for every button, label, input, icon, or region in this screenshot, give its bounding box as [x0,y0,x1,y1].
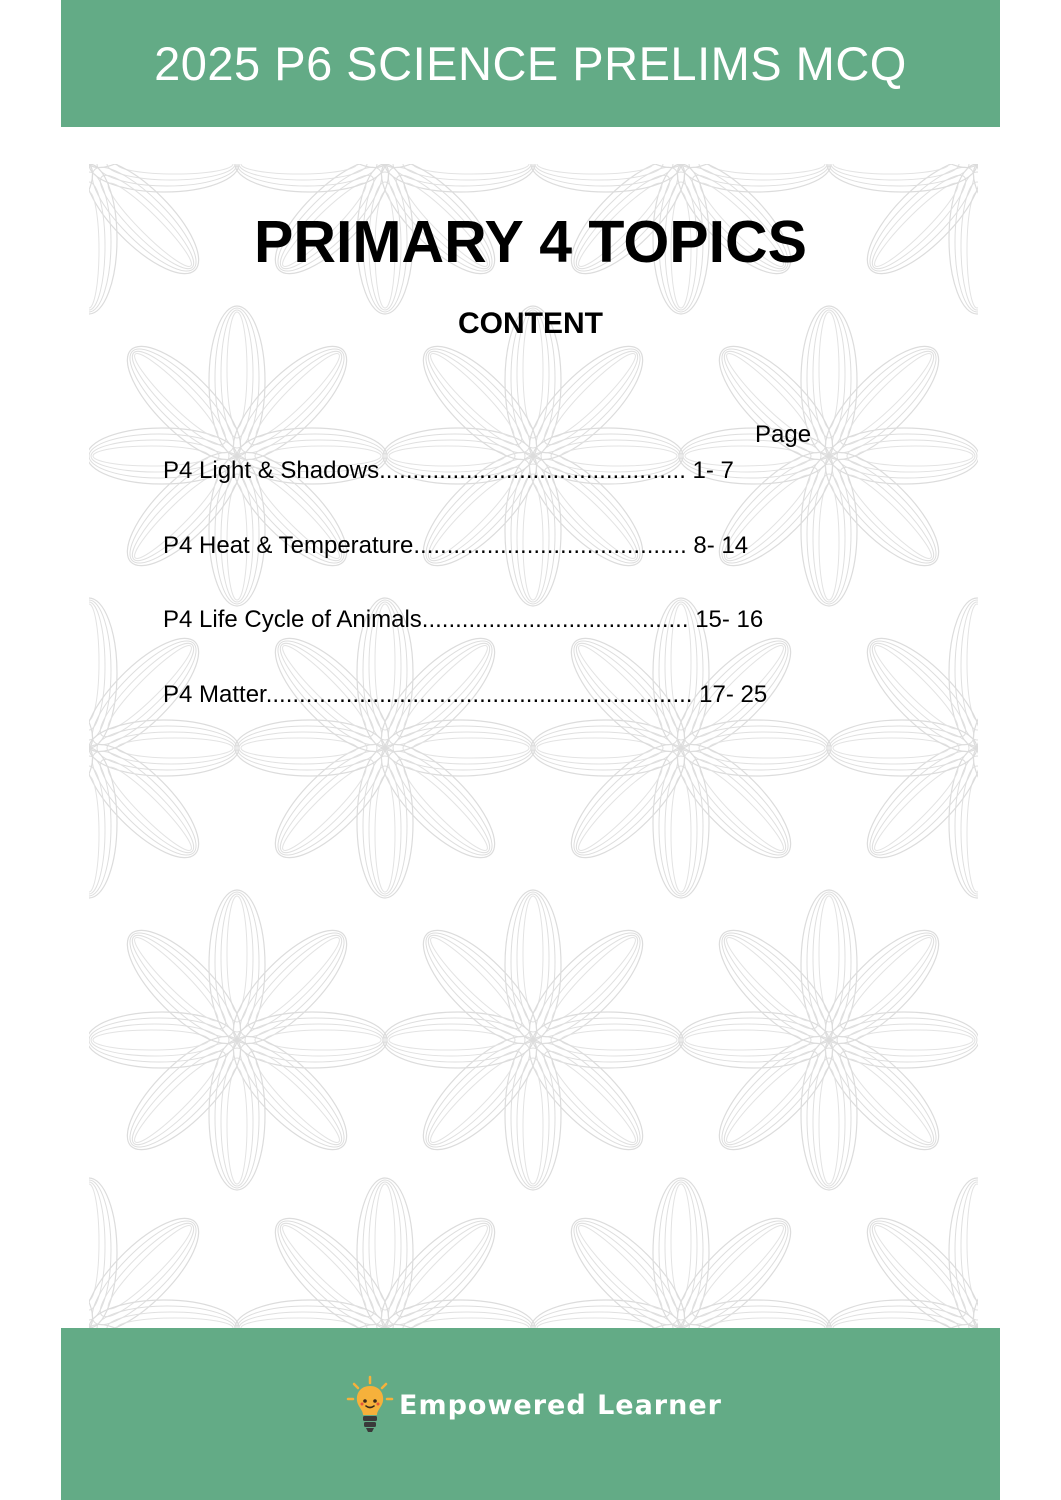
toc-entry [163,681,767,709]
footer-band [61,1328,1000,1500]
page-column-heading: Page [755,421,812,448]
header-title: 2025 P6 SCIENCE PRELIMS MCQ [154,37,907,90]
toc-leader: .............................................. [379,457,686,484]
lightbulb-icon [345,1375,395,1435]
toc-pages: 15- 16 [695,606,764,633]
toc-pages: 1- 7 [692,457,734,484]
content-subtitle: CONTENT [458,307,603,340]
header-band [61,0,1000,127]
toc-leader: ......................................... [413,532,687,559]
toc-entry [163,606,763,634]
main-title: PRIMARY 4 TOPICS [254,209,807,275]
toc-topic: P4 Heat & Temperature [163,532,414,559]
toc-leader: ........................................ [421,606,689,633]
toc-leader: ................................................................ [265,681,693,708]
toc-topic: P4 Life Cycle of Animals [163,606,422,633]
toc-pages: 17- 25 [699,681,768,708]
brand-logo [345,1375,722,1435]
toc-entry [163,532,748,560]
toc-entry [163,457,734,485]
toc-topic: P4 Matter [163,681,266,708]
toc-pages: 8- 14 [693,532,749,559]
toc-topic: P4 Light & Shadows [163,457,380,484]
brand-name: Empowered Learner [399,1389,722,1421]
